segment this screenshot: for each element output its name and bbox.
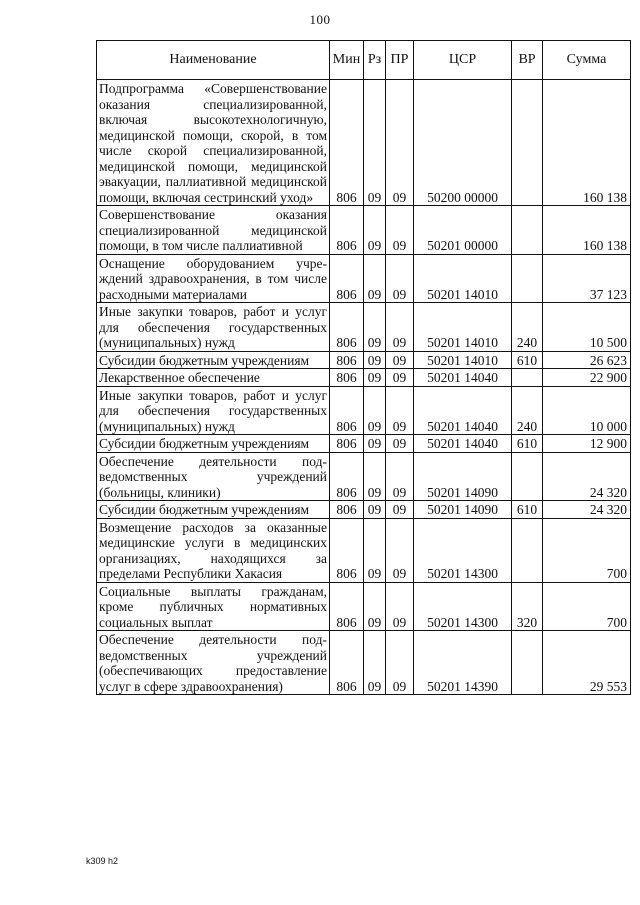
table-row: [97, 254, 631, 303]
row-vr: 320: [512, 582, 543, 631]
row-min: 806: [330, 303, 364, 352]
row-vr: 240: [512, 303, 543, 352]
row-rz: 09: [364, 435, 386, 453]
table-row: [97, 435, 631, 453]
row-sum: 22 900: [543, 369, 631, 387]
row-name: Субсидии бюджетным учреждениям: [97, 435, 330, 453]
header-rz: Рз: [364, 41, 386, 80]
row-pr: 09: [386, 303, 414, 352]
row-pr: 09: [386, 206, 414, 255]
row-name: Иные закупки товаров, работ и услуг для обеспечения государственных (муниципальных) нужд: [97, 386, 330, 435]
header-name: Наименование: [97, 41, 330, 80]
row-sum: 26 623: [543, 351, 631, 369]
row-pr: 09: [386, 518, 414, 582]
row-min: 806: [330, 206, 364, 255]
row-csr: 50201 14040: [414, 369, 512, 387]
row-csr: 50201 14390: [414, 631, 512, 695]
row-vr: [512, 452, 543, 501]
row-csr: 50201 14010: [414, 303, 512, 352]
row-sum: 160 138: [543, 80, 631, 206]
table-row: [97, 80, 631, 206]
table-row: [97, 631, 631, 695]
row-rz: 09: [364, 303, 386, 352]
row-rz: 09: [364, 582, 386, 631]
row-vr: [512, 369, 543, 387]
row-rz: 09: [364, 369, 386, 387]
table-header-row: [97, 41, 631, 80]
row-csr: 50201 00000: [414, 206, 512, 255]
row-rz: 09: [364, 206, 386, 255]
row-name: Субсидии бюджетным учреждениям: [97, 351, 330, 369]
table-row: [97, 501, 631, 519]
row-sum: 700: [543, 582, 631, 631]
row-sum: 24 320: [543, 501, 631, 519]
row-rz: 09: [364, 80, 386, 206]
row-sum: 160 138: [543, 206, 631, 255]
row-pr: 09: [386, 582, 414, 631]
budget-table: [96, 40, 631, 695]
row-rz: 09: [364, 631, 386, 695]
table-row: [97, 206, 631, 255]
row-vr: [512, 518, 543, 582]
row-sum: 10 000: [543, 386, 631, 435]
row-pr: 09: [386, 254, 414, 303]
row-min: 806: [330, 582, 364, 631]
row-min: 806: [330, 518, 364, 582]
table-row: [97, 351, 631, 369]
row-sum: 10 500: [543, 303, 631, 352]
page-number: 100: [309, 12, 331, 27]
row-pr: 09: [386, 351, 414, 369]
row-pr: 09: [386, 80, 414, 206]
row-csr: 50201 14090: [414, 501, 512, 519]
row-csr: 50201 14010: [414, 254, 512, 303]
row-min: 806: [330, 386, 364, 435]
row-name: Социальные выплаты гражданам, кроме публичных нормативных социальных выплат: [97, 582, 330, 631]
row-name: Оснащение оборудованием учреждений здравоохранения, в том числе расходными материалами: [97, 254, 330, 303]
row-min: 806: [330, 501, 364, 519]
table-row: [97, 303, 631, 352]
row-min: 806: [330, 369, 364, 387]
table-row: [97, 518, 631, 582]
row-sum: 29 553: [543, 631, 631, 695]
row-min: 806: [330, 254, 364, 303]
row-pr: 09: [386, 386, 414, 435]
row-rz: 09: [364, 518, 386, 582]
row-rz: 09: [364, 452, 386, 501]
row-vr: 610: [512, 351, 543, 369]
row-min: 806: [330, 452, 364, 501]
header-pr: ПР: [386, 41, 414, 80]
row-min: 806: [330, 80, 364, 206]
row-vr: [512, 631, 543, 695]
row-csr: 50201 14300: [414, 518, 512, 582]
row-vr: [512, 80, 543, 206]
row-name: Подпрограмма «Совершенствование оказания специализированной, включая высокотехнологичную, медицинской помощи, скорой, в том числе скорой специализированной, медицинской помощи, медицинской эвакуации, паллиативной медицинской помощи, включая сестринский уход»: [97, 80, 330, 206]
row-vr: 610: [512, 435, 543, 453]
row-min: 806: [330, 435, 364, 453]
row-name: Обеспечение деятельности подведомственных учреждений (обеспечивающих предоставление услуг в сфере здравоохранения): [97, 631, 330, 695]
row-pr: 09: [386, 501, 414, 519]
header-min: Мин: [330, 41, 364, 80]
table-row: [97, 452, 631, 501]
row-rz: 09: [364, 254, 386, 303]
row-sum: 37 123: [543, 254, 631, 303]
row-csr: 50201 14040: [414, 386, 512, 435]
row-csr: 50201 14010: [414, 351, 512, 369]
row-rz: 09: [364, 501, 386, 519]
row-vr: 240: [512, 386, 543, 435]
header-sum: Сумма: [543, 41, 631, 80]
row-pr: 09: [386, 435, 414, 453]
table-row: [97, 386, 631, 435]
row-pr: 09: [386, 452, 414, 501]
table-row: [97, 369, 631, 387]
row-min: 806: [330, 351, 364, 369]
row-name: Лекарственное обеспечение: [97, 369, 330, 387]
row-csr: 50201 14040: [414, 435, 512, 453]
row-pr: 09: [386, 369, 414, 387]
row-name: Иные закупки товаров, работ и услуг для обеспечения государственных (муниципальных) нужд: [97, 303, 330, 352]
row-rz: 09: [364, 386, 386, 435]
row-rz: 09: [364, 351, 386, 369]
row-sum: 700: [543, 518, 631, 582]
row-name: Субсидии бюджетным учреждениям: [97, 501, 330, 519]
row-name: Обеспечение деятельности подведомственных учреждений (больницы, клиники): [97, 452, 330, 501]
row-vr: 610: [512, 501, 543, 519]
header-csr: ЦСР: [414, 41, 512, 80]
row-csr: 50201 14300: [414, 582, 512, 631]
row-csr: 50201 14090: [414, 452, 512, 501]
row-sum: 24 320: [543, 452, 631, 501]
row-sum: 12 900: [543, 435, 631, 453]
footer-code: k309 h2: [86, 856, 119, 866]
row-csr: 50200 00000: [414, 80, 512, 206]
row-name: Возмещение расходов за оказанные медицинские услуги в медицинских организациях, находящихся за пределами Республики Хакасия: [97, 518, 330, 582]
row-vr: [512, 254, 543, 303]
row-vr: [512, 206, 543, 255]
header-vr: ВР: [512, 41, 543, 80]
row-name: Совершенствование оказания специализированной медицинской помощи, в том числе паллиативной: [97, 206, 330, 255]
table-row: [97, 582, 631, 631]
row-min: 806: [330, 631, 364, 695]
row-pr: 09: [386, 631, 414, 695]
